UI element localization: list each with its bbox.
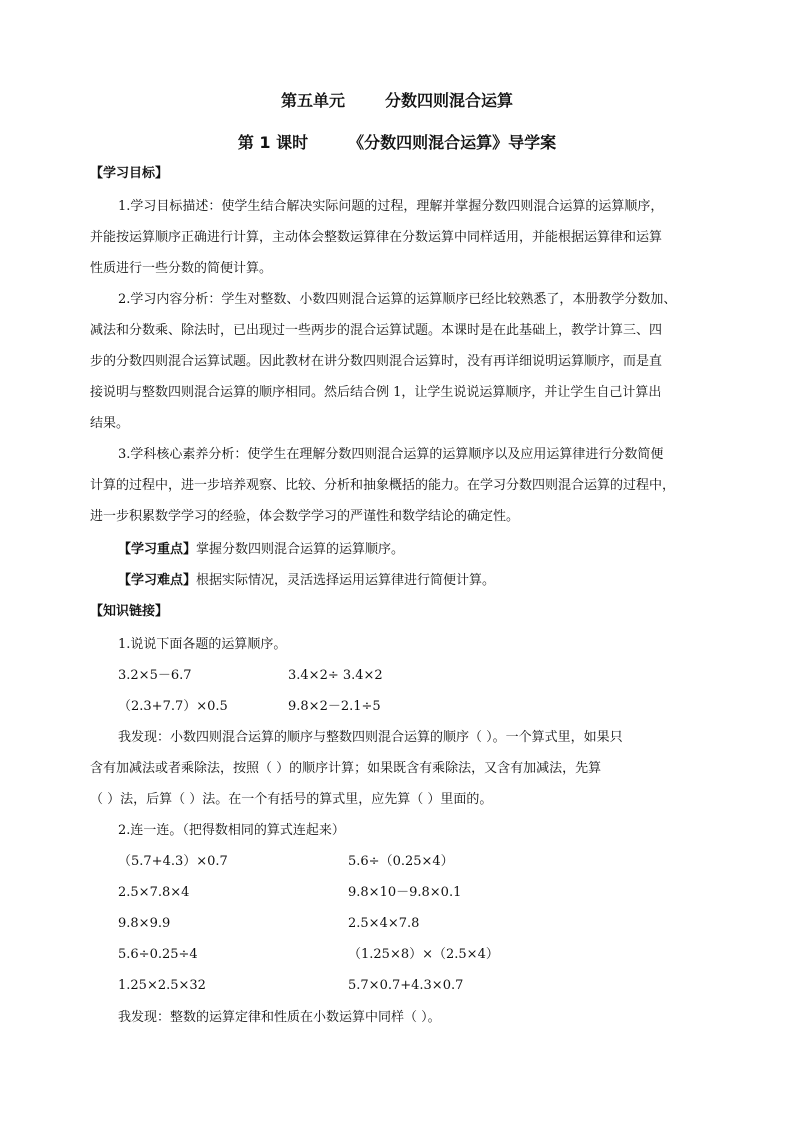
objective-2-line-2: 减法和分数乘、除法时，已出现过一些两步的混合运算试题。本课时是在此基础上，教学计算三、四 [90, 323, 663, 338]
objective-2-line-1: 2.学习内容分析：学生对整数、小数四则混合运算的运算顺序已经比较熟悉了，本册教学分数加、 [118, 292, 677, 307]
q1-expression-1: 3.2×5－6.7 [118, 668, 192, 683]
lesson-label: 第 1 课时 [237, 133, 309, 152]
objective-3-line-1: 3.学科核心素养分析：使学生在理解分数四则混合运算的运算顺序以及应用运算律进行分数简便 [118, 447, 664, 462]
difficulty-label: 【学习难点】 [118, 573, 197, 588]
question-2: 2.连一连。（把得数相同的算式连起来） [118, 823, 345, 838]
key-point-text: 掌握分数四则混合运算的运算顺序。 [196, 542, 405, 557]
key-point-label: 【学习重点】 [118, 542, 197, 557]
unit-label: 第五单元 [280, 91, 345, 110]
objective-2-line-3: 步的分数四则混合运算试题。因此教材在讲分数四则混合运算时，没有再详细说明运算顺序，而是直 [90, 354, 663, 369]
objective-1-line-1: 1.学习目标描述：使学生结合解决实际问题的过程，理解并掌握分数四则混合运算的运算顺序， [118, 199, 664, 214]
links-heading: 【知识链接】 [90, 604, 169, 619]
q1-expression-2: 3.4×2÷ 3.4×2 [288, 668, 383, 683]
objective-2-line-5: 结果。 [90, 416, 130, 431]
difficulty-text: 根据实际情况，灵活选择运用运算律进行简便计算。 [196, 573, 496, 588]
objective-1-line-3: 性质进行一些分数的简便计算。 [90, 261, 273, 276]
lesson-name: 《分数四则混合运算》导学案 [348, 133, 557, 152]
unit-title [0, 88, 794, 111]
q1-expression-3: （2.3+7.7）×0.5 [118, 699, 228, 714]
q2-right-4: （1.25×8）×（2.5×4） [348, 947, 499, 962]
q1-expression-4: 9.8×2－2.1÷5 [288, 699, 381, 714]
key-point [118, 542, 404, 558]
objective-1-line-2: 并能按运算顺序正确进行计算，主动体会整数运算律在分数运算中同样适用，并能根据运算律和运算 [90, 230, 663, 245]
objective-3-line-3: 进一步积累数学学习的经验，体会数学学习的严谨性和数学结论的确定性。 [90, 509, 520, 524]
q2-left-2: 2.5×7.8×4 [118, 885, 190, 900]
lesson-title [0, 130, 794, 153]
q2-right-3: 2.5×4×7.8 [348, 916, 420, 931]
q1-found-line-1: 我发现：小数四则混合运算的顺序与整数四则混合运算的顺序（ ）。一个算式里，如果只 [118, 730, 623, 745]
objective-3-line-2: 计算的过程中，进一步培养观察、比较、分析和抽象概括的能力。在学习分数四则混合运算的过程中， [90, 478, 676, 493]
objective-2-line-4: 接说明与整数四则混合运算的顺序相同。然后结合例 1，让学生说说运算顺序，并让学生自己计算出 [90, 385, 662, 400]
q2-right-1: 5.6÷（0.25×4） [348, 854, 454, 869]
q2-right-5: 5.7×0.7+4.3×0.7 [348, 978, 464, 993]
q1-found-line-3: （ ）法，后算（ ）法。在一个有括号的算式里，应先算（ ）里面的。 [90, 792, 493, 807]
q2-left-1: （5.7+4.3）×0.7 [118, 854, 228, 869]
difficulty-point [118, 573, 495, 589]
q2-left-5: 1.25×2.5×32 [118, 978, 206, 993]
q2-right-2: 9.8×10－9.8×0.1 [348, 885, 462, 900]
q2-found: 我发现：整数的运算定律和性质在小数运算中同样（ ）。 [118, 1010, 441, 1025]
q2-left-3: 9.8×9.9 [118, 916, 171, 931]
objectives-heading: 【学习目标】 [90, 166, 169, 181]
unit-name: 分数四则混合运算 [385, 91, 514, 110]
q2-left-4: 5.6÷0.25÷4 [118, 947, 198, 962]
q1-found-line-2: 含有加减法或者乘除法，按照（ ）的顺序计算；如果既含有乘除法，又含有加减法，先算 [90, 761, 602, 776]
question-1: 1.说说下面各题的运算顺序。 [118, 637, 287, 652]
